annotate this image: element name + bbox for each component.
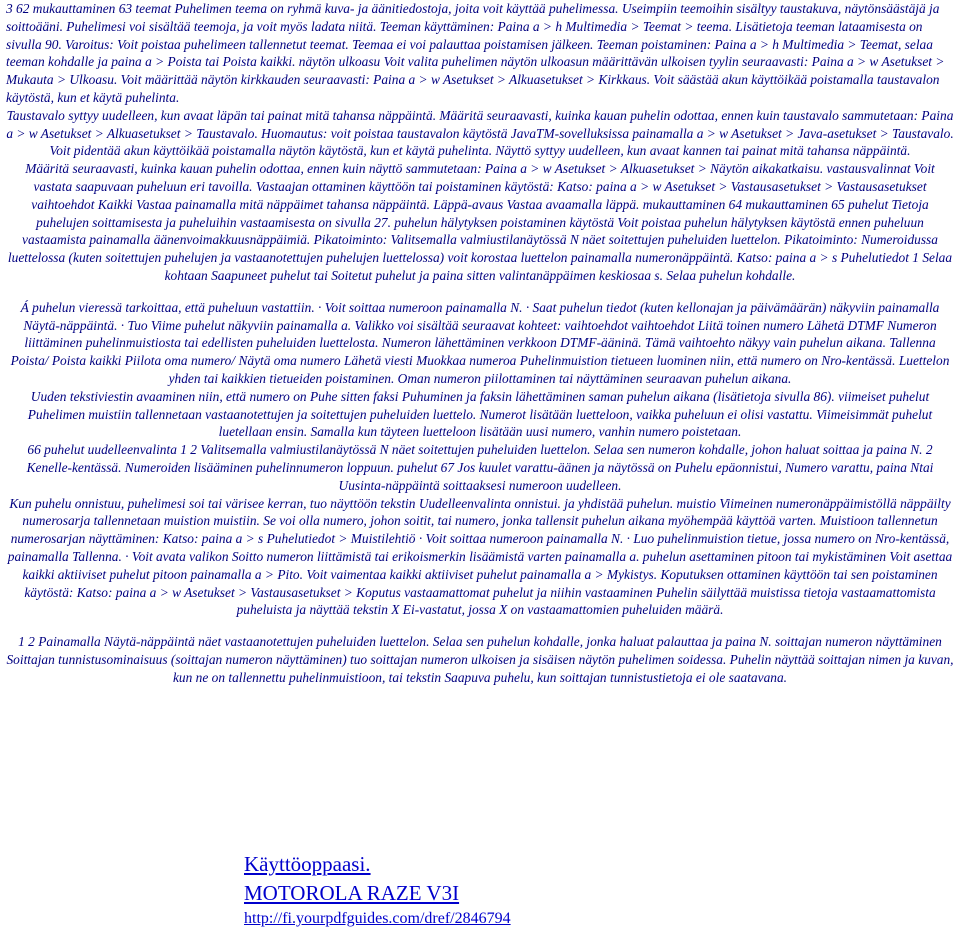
model-link[interactable]: MOTOROLA RAZE V3I	[244, 881, 460, 905]
paragraph-redial: 66 puhelut uudelleenvalinta 1 2 Valitsemalla valmiustilanäytössä N näet soitettujen puheluiden luettelon. Selaa sen numeron kohdalle, johon haluat soittaa ja paina N. 2 Kenelle-kentässä. Numeroiden lisääminen puhelinnumeron loppuun. puhelut 67 Jos kuulet varattu-äänen ja näytössä on Puhelu epäonnistui, Numero varattu, paina Ntai Uusinta-näppäintä soittaaksesi numeroon uudelleen.	[26, 442, 934, 493]
footer-links	[244, 850, 511, 930]
spacer	[6, 619, 954, 633]
paragraph-caller-id: 1 2 Painamalla Näytä-näppäintä näet vastaanotettujen puheluiden luettelon. Selaa sen puhelun kohdalle, jonka haluat palauttaa ja paina N. soittajan numeron näyttäminen Soittajan tunnistusominaisuus (soittajan numeron näyttäminen) tuo soittajan numeron ulkoisen ja sisäisen näytön puhelimen soidessa. Puhelin näyttää soittajan nimen ja kuvan, kun ne on tallennettu puhelinmuistioon, tai tekstin Saapuva puhelu, kun soittajan tunnistustietoja ei ole saatavana.	[6, 634, 954, 685]
url-link[interactable]: http://fi.yourpdfguides.com/dref/2846794	[244, 910, 511, 927]
paragraph-backlight: Taustavalo syttyy uudelleen, kun avaat läpän tai painat mitä tahansa näppäintä. Määritä seuraavasti, kuinka kauan puhelin odottaa, ennen kuin taustavalo sammutetaan: Paina a > w Asetukset > Alkuasetukset > Taustavalo. Huomautus: voit poistaa taustavalon käytöstä JavaTM-sovelluksissa painamalla a > w Asetukset > Java-asetukset > Taustavalo. Voit pidentää akun käyttöikää poistamalla näytön käytöstä, kun et käytä puhelinta. Näyttö syttyy uudelleen, kun avaat kannen tai painat mitä tahansa näppäintä.	[6, 107, 954, 159]
paragraph-text-message: Uuden tekstiviestin avaaminen niin, että numero on Puhe sitten faksi Puhuminen ja faksin lähettäminen saman puhelun aikana (lisätietoja sivulla 86). viimeiset puhelut Puhelimen muistiin tallennetaan vastaanotettujen ja soitettujen puheluiden luettelo. Numerot lisätään luetteloon, vaikka puheluun ei olisi vastattu. Viimeisimmät puhelut luetellaan ensin. Samalla kun täyteen luetteloon lisätään uusi numero, vanhin numero poistetaan.	[27, 388, 933, 440]
paragraph-answer-options: Määritä seuraavasti, kuinka kauan puhelin odottaa, ennen kuin näyttö sammutetaan: Paina a > w Asetukset > Alkuasetukset > Näytön aikakatkaisu. vastausvalinnat Voit vastata saapuvaan puheluun eri tavoilla. Vastaajan ottaminen käyttöön tai poistaminen käytöstä: Katso: paina a > w Asetukset > Vastausasetukset > Vastausasetukset vaihtoehdot Kaikki Vastaa painamalla mitä näppäimet tahansa näppäintä. Läppä-avaus Vastaa avaamalla läppä. mukauttaminen 64 mukauttaminen 65 puhelut Tietoja puhelujen soittamisesta ja puheluihin vastaamisesta on sivulla 27. puhelun hälytyksen poistaminen käytöstä Voit poistaa puhelun hälytyksen käytöstä ennen puheluun vastaamista painamalla äänenvoimakkuusnäppäimiä. Pikatoiminto: Valitsemalla valmiustilanäytössä N näet soitettujen puheluiden luettelon. Pikatoiminto: Numeroidussa luettelossa (kuten soitettujen puhelujen ja vastaanotettujen puhelujen luettelossa) voit korostaa luettelon painamalla numeronäppäintä. Katso: paina a > s Puhelutiedot 1 Selaa kohtaan Saapuneet puhelut tai Soitetut puhelut ja paina sitten valintanäppäimen keskiosaa s. Selaa puhelun kohdalle.	[7, 161, 953, 283]
paragraph-recent-calls: Á puhelun vieressä tarkoittaa, että puheluun vastattiin. · Voit soittaa numeroon painamalla N. · Saat puhelun tiedot (kuten kellonajan ja päivämäärän) näkyviin painamalla Näytä-näppäintä. · Tuo Viime puhelut näkyviin painamalla a. Valikko voi sisältää seuraavat kohteet: vaihtoehdot vaihtoehdot Liitä toinen numero Lähetä DTMF Numeron liittäminen puhelinmuistiosta tai edellisten puheluiden luettelosta. Numeron lähettäminen verkkoon DTMF-ääninä. Tämä vaihtoehto näkyy vain puhelun aikana. Tallenna Poista/ Poista kaikki Piilota oma numero/ Näytä oma numero Lähetä viesti Muokkaa numeroa Puhelinmuistion tietueen luominen niin, että numero on Nro-kentässä. Luettelon yhden tai kaikkien tietueiden poistaminen. Oman numeron piilottaminen tai näyttäminen seuraavan puhelun aikana.	[10, 299, 950, 386]
spacer	[6, 285, 954, 299]
paragraph-themes: 3 62 mukauttaminen 63 teemat Puhelimen teema on ryhmä kuva- ja äänitiedostoja, joita voit käyttää puhelimessa. Useimpiin teemoihin sisältyy taustakuva, näytönsäästäjä ja soittoääni. Puhelimesi voi sisältää teemoja, ja voit myös ladata niitä. Teeman käyttäminen: Paina a > h Multimedia > Teemat > teema. Lisätietoja teeman lataamisesta on sivulla 90. Varoitus: Voit poistaa puhelimeen tallennetut teemat. Teemaa ei voi palauttaa poistamisen jälkeen. Teeman poistaminen: Paina a > h Multimedia > Teemat, selaa teeman kohdalle ja paina a > Poista tai Poista kaikki. näytön ulkoasu Voit valita puhelimen näytön ulkoasun määrittävän ulkoisen tyylin seuraavasti: Paina a > w Asetukset > Mukauta > Ulkoasu. Voit määrittää näytön kirkkauden seuraavasti: Paina a > w Asetukset > Alkuasetukset > Kirkkaus. Voit säästää akun käyttöikää poistamalla taustavalon käytöstä, kun et käytä puhelinta.	[6, 1, 945, 105]
manual-link[interactable]: Käyttöoppaasi.	[244, 852, 371, 876]
paragraph-notepad: Kun puhelu onnistuu, puhelimesi soi tai värisee kerran, tuo näyttöön tekstin Uudelleenvalinta onnistui. ja yhdistää puhelun. muistio Viimeinen numeronäppäimistöllä näppäilty numerosarja tallennetaan muistion muistiin. Se voi olla numero, johon soitit, tai numero, jonka tallensit puhelun aikana myöhempää käyttöä varten. Muistioon tallennetun numerosarjan näyttäminen: Katso: paina a > s Puhelutiedot > Muistilehtiö · Voit soittaa numeroon painamalla N. · Luo puhelinmuistion tietue, jossa numero on Nro-kentässä, painamalla Tallenna. · Voit avata valikon Soitto numeron liittämistä tai erikoismerkin lisäämistä varten painamalla a. puhelun asettaminen pitoon tai mykistäminen Voit asettaa kaikki aktiiviset puhelut pitoon painamalla a > Pito. Voit vaimentaa kaikki aktiiviset puhelut painamalla a > Mykistys. Koputuksen ottaminen käyttöön tai sen poistaminen käytöstä: Katso: paina a > w Asetukset > Vastausasetukset > Koputus vastaamattomat puhelut ja niihin vastaaminen Puhelin säilyttää muistissa tietoja vastaamattomista puheluista ja näyttää tekstin X Ei-vastatut, jossa X on vastaamattomien puheluiden määrä.	[7, 495, 953, 618]
